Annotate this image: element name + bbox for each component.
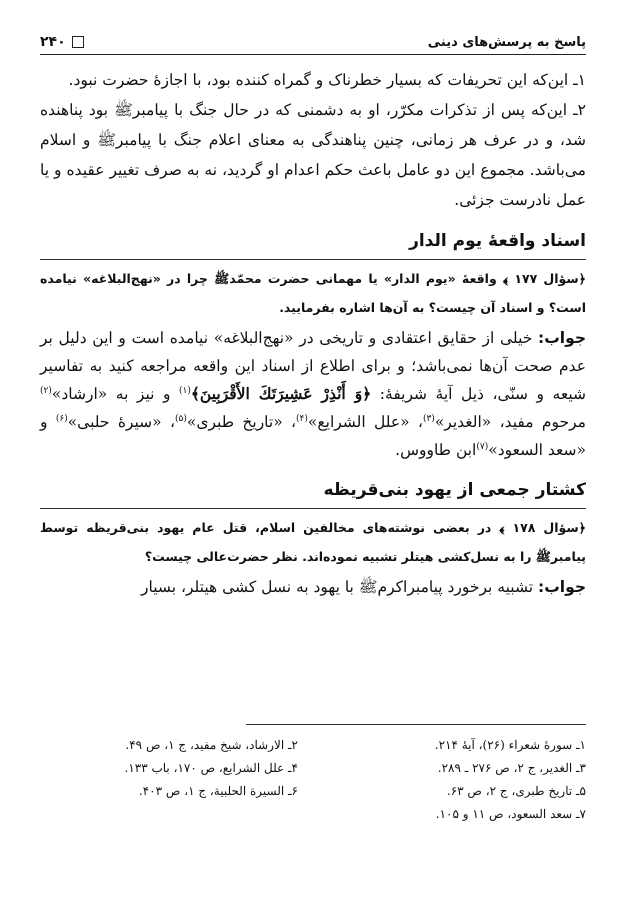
answer-text: ، «علل الشرایع» xyxy=(307,413,423,431)
answer-text: و نیز به «ارشاد» xyxy=(51,385,179,403)
footnote-ref-6[interactable]: (۶) xyxy=(55,413,68,424)
question-178: ﴿سؤال ۱۷۸ ﴾ در بعضی نوشته‌های مخالفین اسلام، قتل عام یهود بنی‌قریظه توسط پیامبرﷺ را به نسل‌کشی هیتلر تشبیه نموده‌اند. نظر حضرت‌عالی چیست؟ xyxy=(40,508,586,571)
footnote-3: ۳ـ الغدیر، ج ۲، ص ۲۷۶ ـ ۲۸۹. xyxy=(437,761,586,775)
footnote-divider xyxy=(246,724,586,725)
footnote-ref-7[interactable]: (۷) xyxy=(476,441,489,452)
header-title: پاسخ به پرسش‌های دینی xyxy=(427,35,586,50)
answer-label: جواب: xyxy=(538,578,586,596)
answer-177 xyxy=(40,324,586,464)
header-page-number-group xyxy=(40,34,84,50)
footnote-ref-3[interactable]: (۳) xyxy=(422,413,435,424)
footnote-ref-4[interactable]: (۴) xyxy=(296,413,308,424)
answer-text: ، «سیرهٔ حلبی» xyxy=(67,413,175,431)
quran-verse: ﴿وَ أَنْذِرْ عَشِيرَتَكَ الأَقْرَبِينَ﴾ xyxy=(190,384,372,403)
footnote-ref-2[interactable]: (۲) xyxy=(40,385,52,396)
answer-text: تشبیه برخورد پیامبراکرمﷺ با یهود به نسل کشی هیتلر، بسیار xyxy=(141,578,539,596)
footnote-ref-5[interactable]: (۵) xyxy=(174,413,187,424)
answer-text: مرحوم مفید، «الغدیر» xyxy=(434,413,586,431)
question-177: ﴿سؤال ۱۷۷ ﴾ واقعهٔ «یوم الدار» یا مهمانی حضرت محمّدﷺ چرا در «نهج‌البلاغه» نیامده است؟ و اسناد آن چیست؟ به آن‌ها اشاره بفرمایید. xyxy=(40,259,586,322)
answer-text: ابن طاووس. xyxy=(395,441,477,459)
section-heading-yawm-al-dar: اسناد واقعهٔ یوم الدار xyxy=(409,231,586,251)
footnotes xyxy=(40,734,586,826)
footnote-5: ۵ـ تاریخ طبری، ج ۲، ص ۶۳. xyxy=(446,784,586,798)
answer-text: ، «تاریخ طبری» xyxy=(186,413,297,431)
footnote-2: ۲ـ الارشاد، شیخ مفید، ج ۱، ص ۴۹. xyxy=(125,738,298,752)
intro-block xyxy=(40,65,586,215)
footnote-4: ۴ـ علل الشرایع، ص ۱۷۰، باب ۱۳۳. xyxy=(124,761,298,775)
intro-paragraph-2: ۲ـ این‌که پس از تذکرات مکرّر، او به دشمنی که در حال جنگ با پیامبرﷺ بود پناهنده شد، و در عرف هر زمانی، چنین پناهندگی به معنای اعلام جنگ با پیامبرﷺ و اسلام می‌باشد. مجموع این دو عامل باعث حکم اعدام او گردید، نه به صرف تغییر عقیده و یا عمل نادرست جزئی. xyxy=(40,101,586,209)
footnote-1: ۱ـ سورهٔ شعراء (۲۶)، آیهٔ ۲۱۴. xyxy=(434,738,586,752)
answer-178 xyxy=(40,573,586,601)
running-header xyxy=(40,28,586,55)
page-number: ۲۴۰ xyxy=(40,34,66,50)
square-ornament-icon xyxy=(72,36,84,48)
footnote-7: ۷ـ سعد السعود، ص ۱۱ و ۱۰۵. xyxy=(435,807,586,821)
section-heading-bani-qurayza: کشتار جمعی از یهود بنی‌قریظه xyxy=(323,480,586,500)
book-page xyxy=(40,28,586,868)
footnote-6: ۶ـ السیرة الحلبیة، ج ۱، ص ۴۰۳. xyxy=(138,784,298,798)
answer-label: جواب: xyxy=(538,329,586,347)
footnote-ref-1[interactable]: (۱) xyxy=(178,385,191,396)
intro-paragraph-1: ۱ـ این‌که این تحریفات که بسیار خطرناک و گمراه کننده بود، با اجازهٔ حضرت نبود. xyxy=(68,71,586,89)
answer-text: و «سعد السعود» xyxy=(40,413,586,459)
answer-text: خیلی از حقایق اعتقادی و تاریخی در «نهج‌البلاغه» نیامده است و این دلیل بر عدم صحت آن‌ها نمی‌باشد؛ و برای اطلاع از اسناد این واقعه مراجعه کنید به تفاسیر شیعه و سنّی، ذیل آیهٔ شریفهٔ: xyxy=(40,329,587,403)
